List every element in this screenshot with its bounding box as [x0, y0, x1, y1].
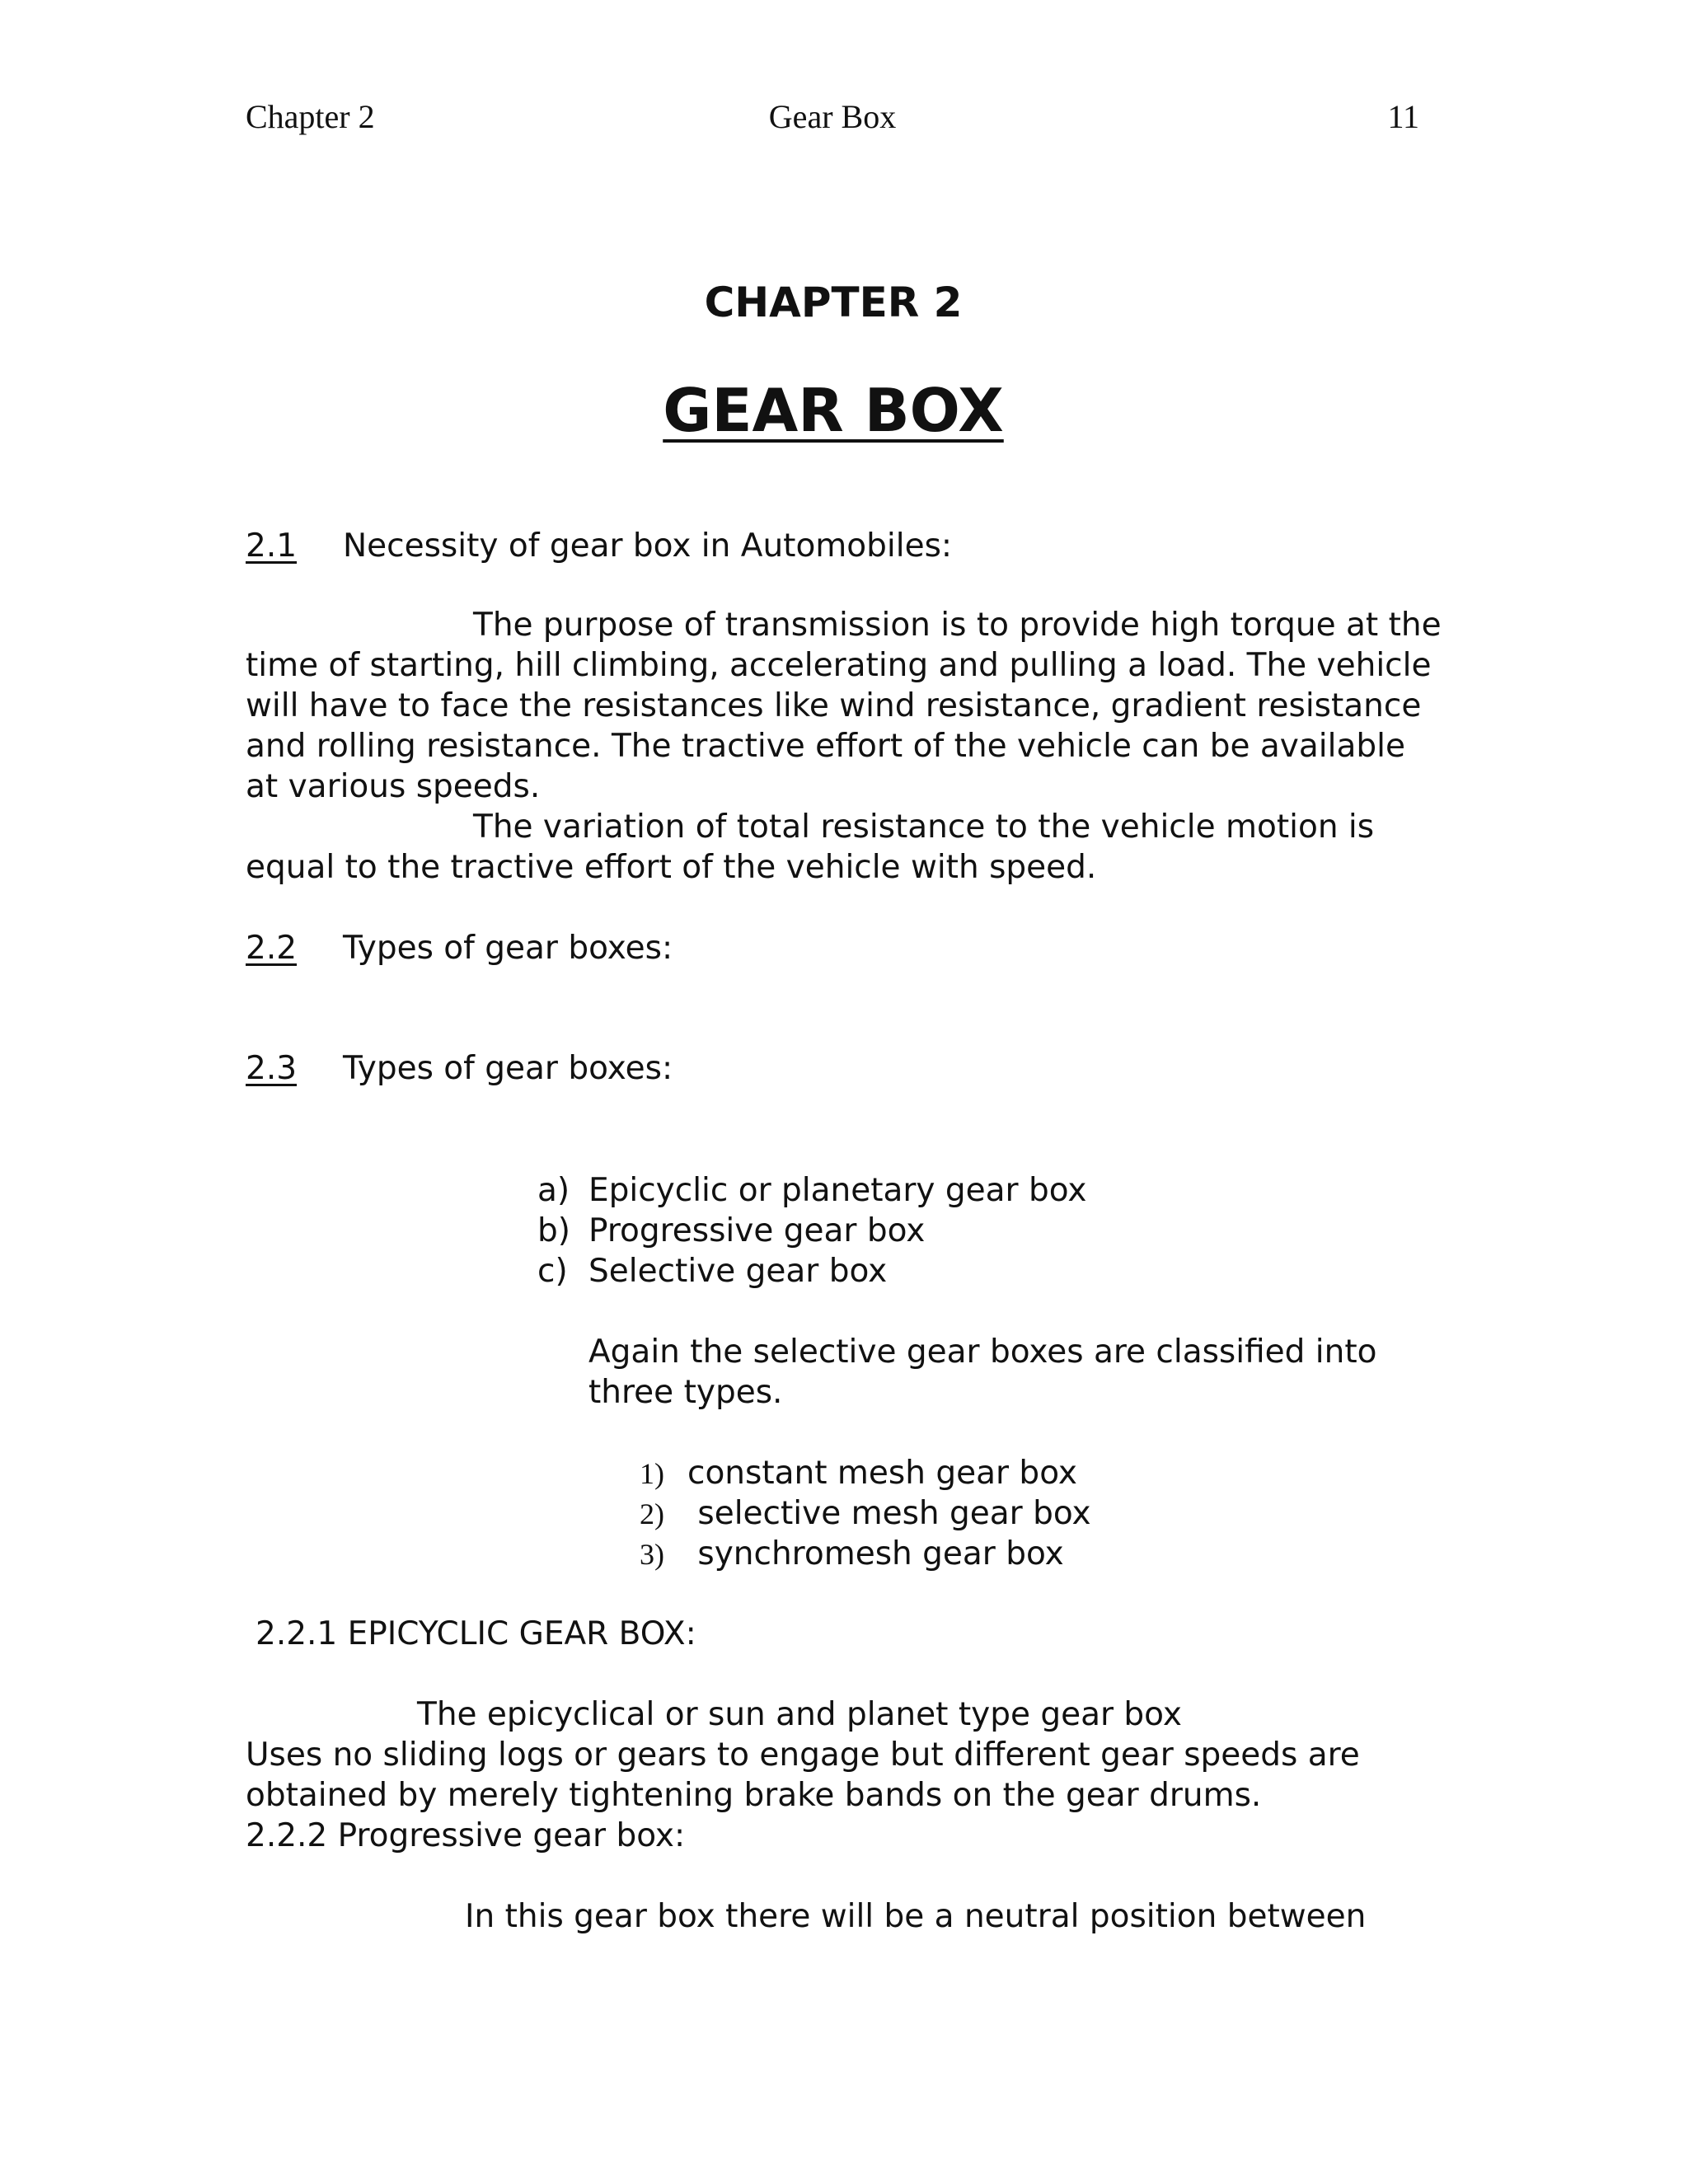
section-number: 2.2	[246, 930, 298, 967]
note-line: three types.	[588, 1374, 783, 1411]
paragraph-line: and rolling resistance. The tractive effort of the vehicle can be available	[246, 728, 1405, 765]
numbered-item	[640, 1534, 1064, 1575]
numbered-item	[640, 1453, 1077, 1494]
chapter-label: CHAPTER 2	[704, 279, 963, 326]
paragraph-line: The variation of total resistance to the vehicle motion is	[473, 808, 1375, 846]
header-title: Gear Box	[768, 98, 897, 135]
list-item	[537, 1211, 925, 1251]
paragraph-line: at various speeds.	[246, 768, 541, 805]
paragraph-line: Uses no sliding logs or gears to engage but different gear speeds are	[246, 1736, 1360, 1774]
paragraph-line: equal to the tractive effort of the vehicle with speed.	[246, 849, 1097, 886]
paragraph-line: In this gear box there will be a neutral position between	[465, 1898, 1367, 1935]
section-2-2-1-heading: 2.2.1 EPICYCLIC GEAR BOX:	[256, 1615, 696, 1652]
chapter-title	[0, 376, 1667, 445]
section-2-2-1-paragraph	[246, 1694, 1416, 1816]
list-marker: a)	[537, 1172, 570, 1209]
number-marker: 2)	[640, 1497, 664, 1530]
section-2-3-heading	[246, 1048, 673, 1089]
numbered-item-text: synchromesh gear box	[687, 1535, 1064, 1572]
list-item	[537, 1170, 1086, 1211]
numbered-item	[640, 1493, 1091, 1535]
section-2-2-2-paragraph	[246, 1896, 1416, 1937]
classification-note	[588, 1332, 1377, 1413]
number-marker: 1)	[640, 1457, 664, 1490]
section-number: 2.3	[246, 1050, 298, 1087]
paragraph-line: The purpose of transmission is to provide high torque at the	[473, 607, 1442, 644]
running-header	[246, 97, 1419, 138]
list-item	[537, 1251, 887, 1291]
page-number: 11	[1387, 98, 1419, 135]
list-item-text: Selective gear box	[588, 1253, 888, 1290]
section-title: Types of gear boxes:	[343, 1050, 673, 1087]
section-2-1-paragraph-1	[246, 605, 1442, 888]
section-title: Necessity of gear box in Automobiles:	[343, 527, 953, 565]
numbered-item-text: selective mesh gear box	[687, 1495, 1091, 1532]
paragraph-line: The epicyclical or sun and planet type gear box	[417, 1696, 1182, 1733]
paragraph-line: will have to face the resistances like wind resistance, gradient resistance	[246, 687, 1422, 724]
list-item-text: Epicyclic or planetary gear box	[588, 1172, 1087, 1209]
section-2-2-heading	[246, 928, 673, 968]
paragraph-line: obtained by merely tightening brake bands on the gear drums.	[246, 1777, 1262, 1814]
number-marker: 3)	[640, 1538, 664, 1571]
section-2-1-heading	[246, 526, 953, 566]
list-item-text: Progressive gear box	[588, 1212, 926, 1249]
section-2-2-2-heading: 2.2.2 Progressive gear box:	[246, 1817, 686, 1854]
header-chapter: Chapter 2	[246, 98, 375, 135]
list-marker: c)	[537, 1253, 568, 1290]
numbered-item-text: constant mesh gear box	[687, 1455, 1077, 1492]
chapter-title-text: GEAR BOX	[663, 376, 1004, 445]
paragraph-line: time of starting, hill climbing, accelerating and pulling a load. The vehicle	[246, 647, 1432, 684]
section-title: Types of gear boxes:	[343, 930, 673, 967]
list-marker: b)	[537, 1212, 570, 1249]
note-line: Again the selective gear boxes are classified into	[588, 1333, 1377, 1371]
section-number: 2.1	[246, 527, 298, 565]
